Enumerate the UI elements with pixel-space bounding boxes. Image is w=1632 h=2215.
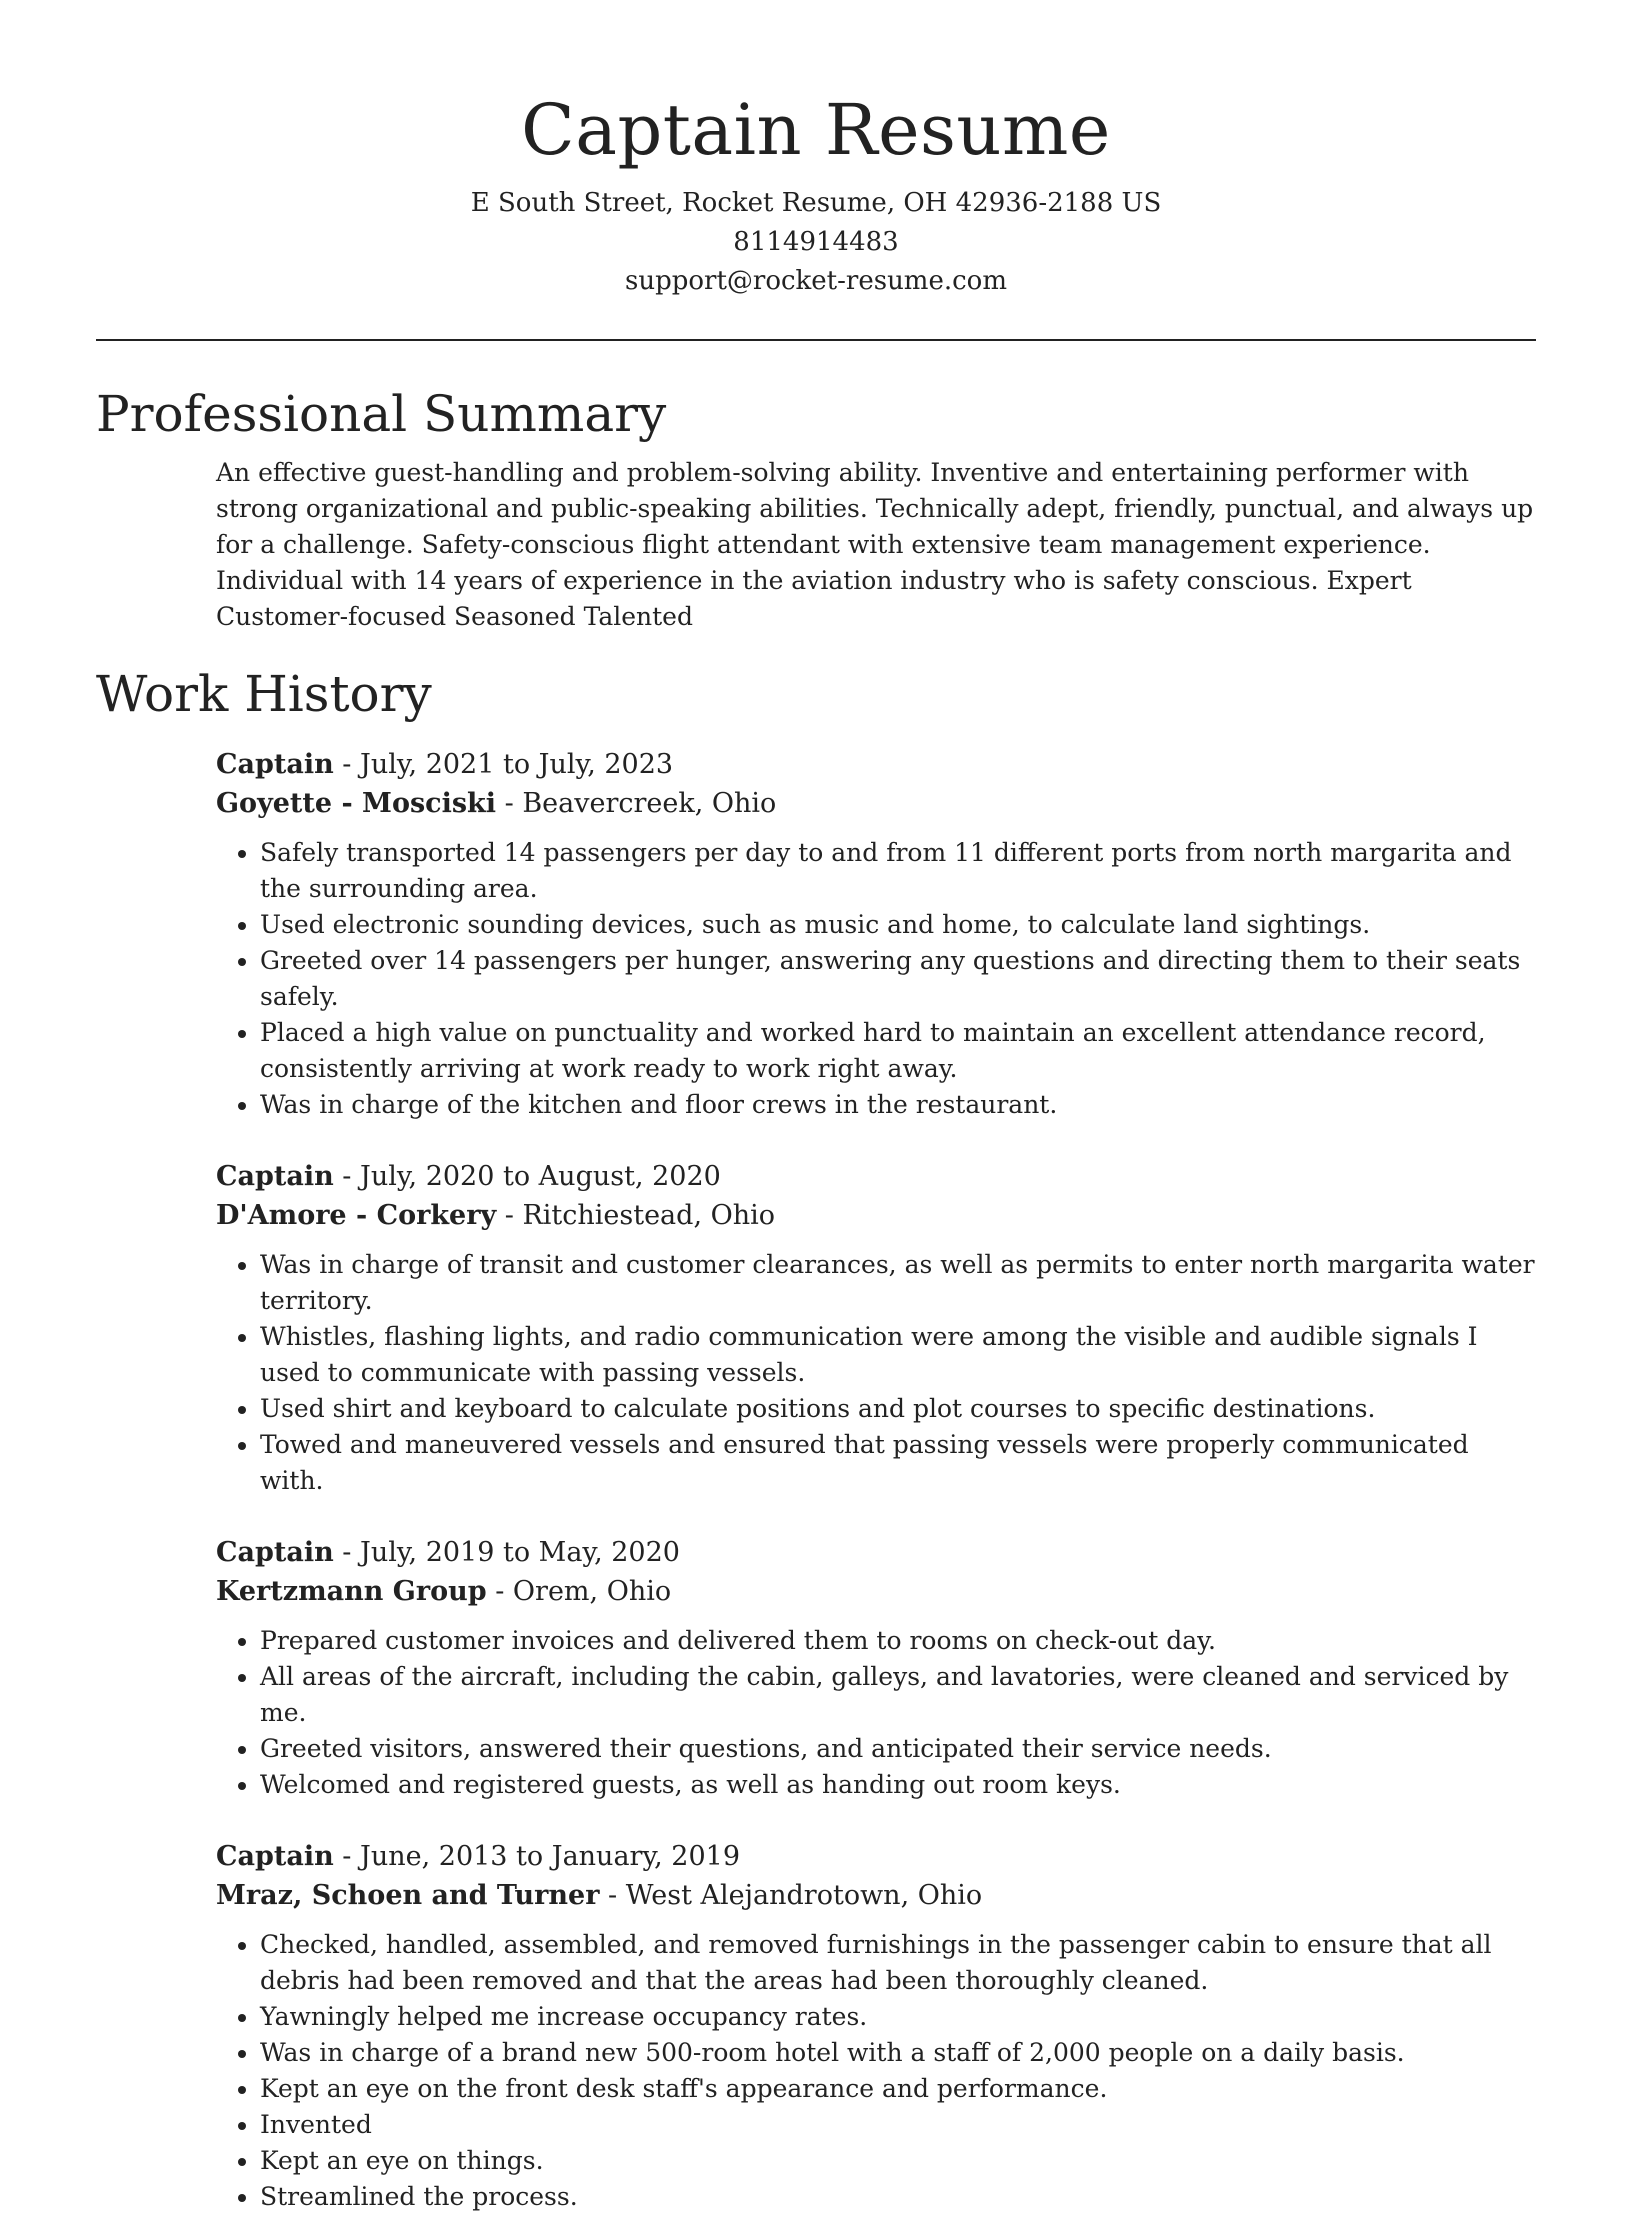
bullet-item: • Prepared customer invoices and delivered them to rooms on check-out day.: [260, 1623, 1536, 1659]
bullet-item: • Checked, handled, assembled, and removed furnishings in the passenger cabin to ensure that all debris had been removed and that the areas had been thoroughly cleaned.: [260, 1927, 1536, 1999]
job-dates: July, 2021 to July, 2023: [360, 749, 674, 780]
job-company-line: Goyette - Mosciski - Beavercreek, Ohio: [216, 788, 777, 819]
job-company: D'Amore - Corkery: [216, 1200, 497, 1231]
bullet-item: • Used shirt and keyboard to calculate positions and plot courses to specific destinations.: [260, 1391, 1536, 1427]
job-entry: [216, 1533, 1536, 1803]
job-entry: [216, 1157, 1536, 1499]
bullet-item: • Used electronic sounding devices, such as music and home, to calculate land sightings.: [260, 907, 1536, 943]
job-location: Ritchiestead, Ohio: [522, 1200, 776, 1231]
bullet-item: • Streamlined the process.: [260, 2179, 1536, 2215]
phone: 8114914483: [733, 227, 899, 257]
bullet-item: • Was in charge of the kitchen and floor crews in the restaurant.: [260, 1087, 1536, 1123]
bullet-item: • Was in charge of transit and customer clearances, as well as permits to enter north margarita water territory.: [260, 1247, 1536, 1319]
header-divider: [96, 339, 1536, 341]
job-dates: July, 2020 to August, 2020: [360, 1161, 721, 1192]
job-bullets: [216, 835, 1536, 1123]
job-company: Goyette - Mosciski: [216, 788, 497, 819]
resume-name: Captain Resume: [521, 89, 1111, 171]
bullet-item: • Greeted over 14 passengers per hunger, answering any questions and directing them to their seats safely.: [260, 943, 1536, 1015]
bullet-item: • Greeted visitors, answered their questions, and anticipated their service needs.: [260, 1731, 1536, 1767]
job-title: Captain: [216, 1841, 334, 1872]
job-bullets: [216, 1247, 1536, 1499]
summary-section: [0, 381, 1632, 635]
job-location: West Alejandrotown, Ohio: [625, 1880, 983, 1911]
job-title-line: Captain - June, 2013 to January, 2019: [216, 1841, 740, 1872]
bullet-item: • Towed and maneuvered vessels and ensured that passing vessels were properly communicated with.: [260, 1427, 1536, 1499]
bullet-item: • Welcomed and registered guests, as well as handing out room keys.: [260, 1767, 1536, 1803]
job-title-line: Captain - July, 2019 to May, 2020: [216, 1537, 680, 1568]
job-company: Mraz, Schoen and Turner: [216, 1880, 600, 1911]
summary-heading: Professional Summary: [96, 385, 667, 443]
job-dates: July, 2019 to May, 2020: [360, 1537, 680, 1568]
bullet-item: • Whistles, flashing lights, and radio communication were among the visible and audible signals I used to communicate with passing vessels.: [260, 1319, 1536, 1391]
job-title: Captain: [216, 1537, 334, 1568]
contact-block: [0, 184, 1632, 301]
resume-header: [0, 0, 1632, 301]
job-bullets: [216, 1623, 1536, 1803]
job-location: Orem, Ohio: [512, 1576, 672, 1607]
job-title-line: Captain - July, 2021 to July, 2023: [216, 749, 674, 780]
bullet-item: • Kept an eye on things.: [260, 2143, 1536, 2179]
bullet-item: • Was in charge of a brand new 500-room hotel with a staff of 2,000 people on a daily basis.: [260, 2035, 1536, 2071]
bullet-item: • Invented: [260, 2107, 1536, 2143]
job-company-line: D'Amore - Corkery - Ritchiestead, Ohio: [216, 1200, 776, 1231]
work-history-heading: Work History: [96, 665, 432, 723]
bullet-item: • Yawningly helped me increase occupancy rates.: [260, 1999, 1536, 2035]
job-bullets: [216, 1927, 1536, 2215]
bullet-item: • All areas of the aircraft, including the cabin, galleys, and lavatories, were cleaned and serviced by me.: [260, 1659, 1536, 1731]
job-dates: June, 2013 to January, 2019: [360, 1841, 740, 1872]
job-title: Captain: [216, 749, 334, 780]
bullet-item: • Safely transported 14 passengers per day to and from 11 different ports from north margarita and the surrounding area.: [260, 835, 1536, 907]
email: support@rocket-resume.com: [624, 266, 1007, 296]
job-company: Kertzmann Group: [216, 1576, 487, 1607]
job-company-line: Kertzmann Group - Orem, Ohio: [216, 1576, 672, 1607]
work-history-section: [0, 661, 1632, 2215]
job-location: Beavercreek, Ohio: [522, 788, 777, 819]
job-company-line: Mraz, Schoen and Turner - West Alejandrotown, Ohio: [216, 1880, 983, 1911]
address: E South Street, Rocket Resume, OH 42936-2188 US: [470, 188, 1162, 218]
summary-text: An effective guest-handling and problem-solving ability. Inventive and entertaining performer with strong organizational and public-speaking abilities. Technically adept, friendly, punctual, and always up for a challenge. Safety-conscious flight attendant with extensive team management experience. Individual with 14 years of experience in the aviation industry who is safety conscious. Expert Customer-focused Seasoned Talented: [216, 458, 1534, 631]
bullet-item: • Kept an eye on the front desk staff's appearance and performance.: [260, 2071, 1536, 2107]
job-entry: [216, 1837, 1536, 2215]
bullet-item: • Placed a high value on punctuality and worked hard to maintain an excellent attendance record, consistently arriving at work ready to work right away.: [260, 1015, 1536, 1087]
job-title-line: Captain - July, 2020 to August, 2020: [216, 1161, 721, 1192]
job-title: Captain: [216, 1161, 334, 1192]
job-entry: [216, 745, 1536, 1123]
